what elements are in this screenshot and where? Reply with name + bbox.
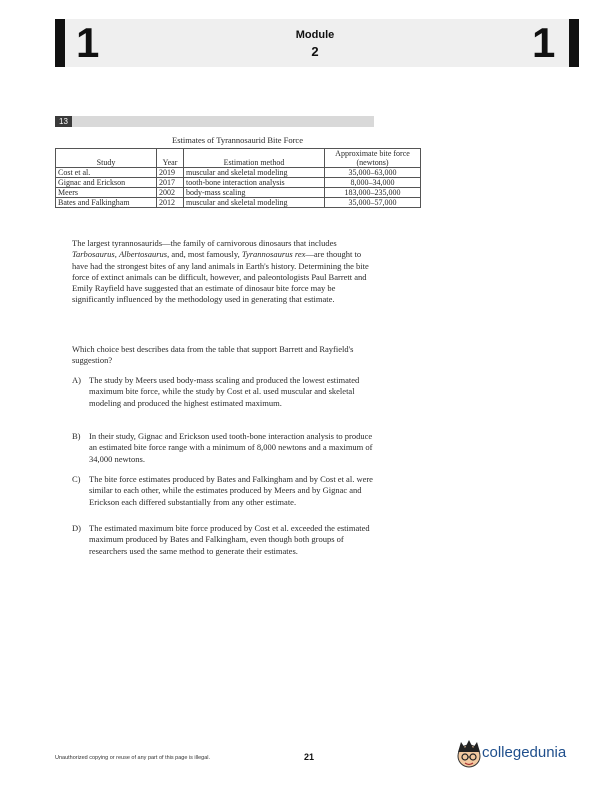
copyright-notice: Unauthorized copying or reuse of any part of this page is illegal.	[55, 755, 211, 761]
cell-method: muscular and skeletal modeling	[184, 168, 325, 178]
cell-study: Bates and Falkingham	[56, 198, 157, 208]
passage-paragraph	[72, 238, 372, 306]
cell-year: 2019	[157, 168, 184, 178]
logo-wordmark: collegedunia	[482, 744, 567, 761]
cell-study: Meers	[56, 188, 157, 198]
species-name: Albertosaurus	[118, 249, 168, 260]
header-force: Approximate bite force (newtons)	[325, 149, 421, 168]
choice-letter: A)	[72, 375, 81, 385]
passage-text: , and, most famously,	[167, 249, 242, 260]
question-number: 13	[55, 116, 72, 127]
header-right-bar	[569, 19, 579, 67]
table-header-row	[56, 149, 421, 168]
passage-text: The largest tyrannosaurids—the family of carnivorous dinosaurs that includes	[72, 238, 337, 248]
choice-text: In their study, Gignac and Erickson used tooth-bone interaction analysis to produce an estimated bite force range with a minimum of 8,000 newtons and a maximum of 34,000 newtons.	[89, 431, 373, 464]
header-left-bar	[55, 19, 65, 67]
passage	[72, 238, 372, 306]
cell-year: 2002	[157, 188, 184, 198]
header-year: Year	[157, 149, 184, 168]
cell-year: 2017	[157, 178, 184, 188]
question-bar	[55, 116, 374, 127]
cell-study: Gignac and Erickson	[56, 178, 157, 188]
choice-letter: B)	[72, 431, 81, 441]
choice-letter: D)	[72, 523, 81, 533]
answer-choice-b[interactable]	[72, 431, 377, 465]
bite-force-table	[55, 148, 421, 208]
cell-force: 8,000–34,000	[325, 178, 421, 188]
table-row	[56, 168, 421, 178]
table-row	[56, 198, 421, 208]
table-title: Estimates of Tyrannosaurid Bite Force	[172, 135, 303, 145]
species-name: Tarbosaurus	[72, 249, 115, 260]
answer-choice-a[interactable]	[72, 375, 377, 409]
cell-method: tooth-bone interaction analysis	[184, 178, 325, 188]
choice-text: The bite force estimates produced by Bates and Falkingham and by Cost et al. were similar to each other, while the estimates produced by Meers and by Gignac and Erickson each differed substantially from any other estimate.	[89, 474, 373, 507]
cell-study: Cost et al.	[56, 168, 157, 178]
module-number: 2	[311, 44, 319, 59]
choice-letter: C)	[72, 474, 81, 484]
header-study: Study	[56, 149, 157, 168]
choice-text: The estimated maximum bite force produced by Cost et al. exceeded the estimated maximum produced by Bates and Falkingham, even though both groups of researchers used the same method to generate their estimates.	[89, 523, 370, 556]
choice-text: The study by Meers used body-mass scaling and produced the lowest estimated maximum bite force, while the study by Cost et al. used muscular and skeletal modeling and produced the highest estimated maximum.	[89, 375, 360, 408]
species-name: Tyrannosaurus rex	[241, 249, 306, 260]
module-label: Module	[295, 29, 335, 41]
passage-text: ,	[114, 249, 119, 260]
answer-choice-d[interactable]	[72, 523, 377, 557]
header-method: Estimation method	[184, 149, 325, 168]
cell-force: 35,000–57,000	[325, 198, 421, 208]
question-stem: Which choice best describes data from the table that support Barrett and Rayfield's suggestion?	[72, 344, 354, 366]
cell-force: 35,000–63,000	[325, 168, 421, 178]
section-number-right: 1	[532, 19, 556, 66]
page-number: 21	[304, 752, 315, 762]
module-header	[55, 19, 579, 67]
answer-choice-c[interactable]	[72, 474, 377, 508]
table-row	[56, 188, 421, 198]
cell-method: body-mass scaling	[184, 188, 325, 198]
section-number-left: 1	[76, 19, 100, 66]
cell-method: muscular and skeletal modeling	[184, 198, 325, 208]
passage-text: —are thought to have had the strongest bites of any land animals in Earth's history. Determining the bite force of extinct animals can be difficult, however, and paleontologists Paul Barrett and Emily Rayfield have suggested that an estimate of dinosaur bite force may be significantly influenced by the methodology used in generating that estimate.	[72, 249, 369, 305]
cell-force: 183,000–235,000	[325, 188, 421, 198]
cell-year: 2012	[157, 198, 184, 208]
table-row	[56, 178, 421, 188]
